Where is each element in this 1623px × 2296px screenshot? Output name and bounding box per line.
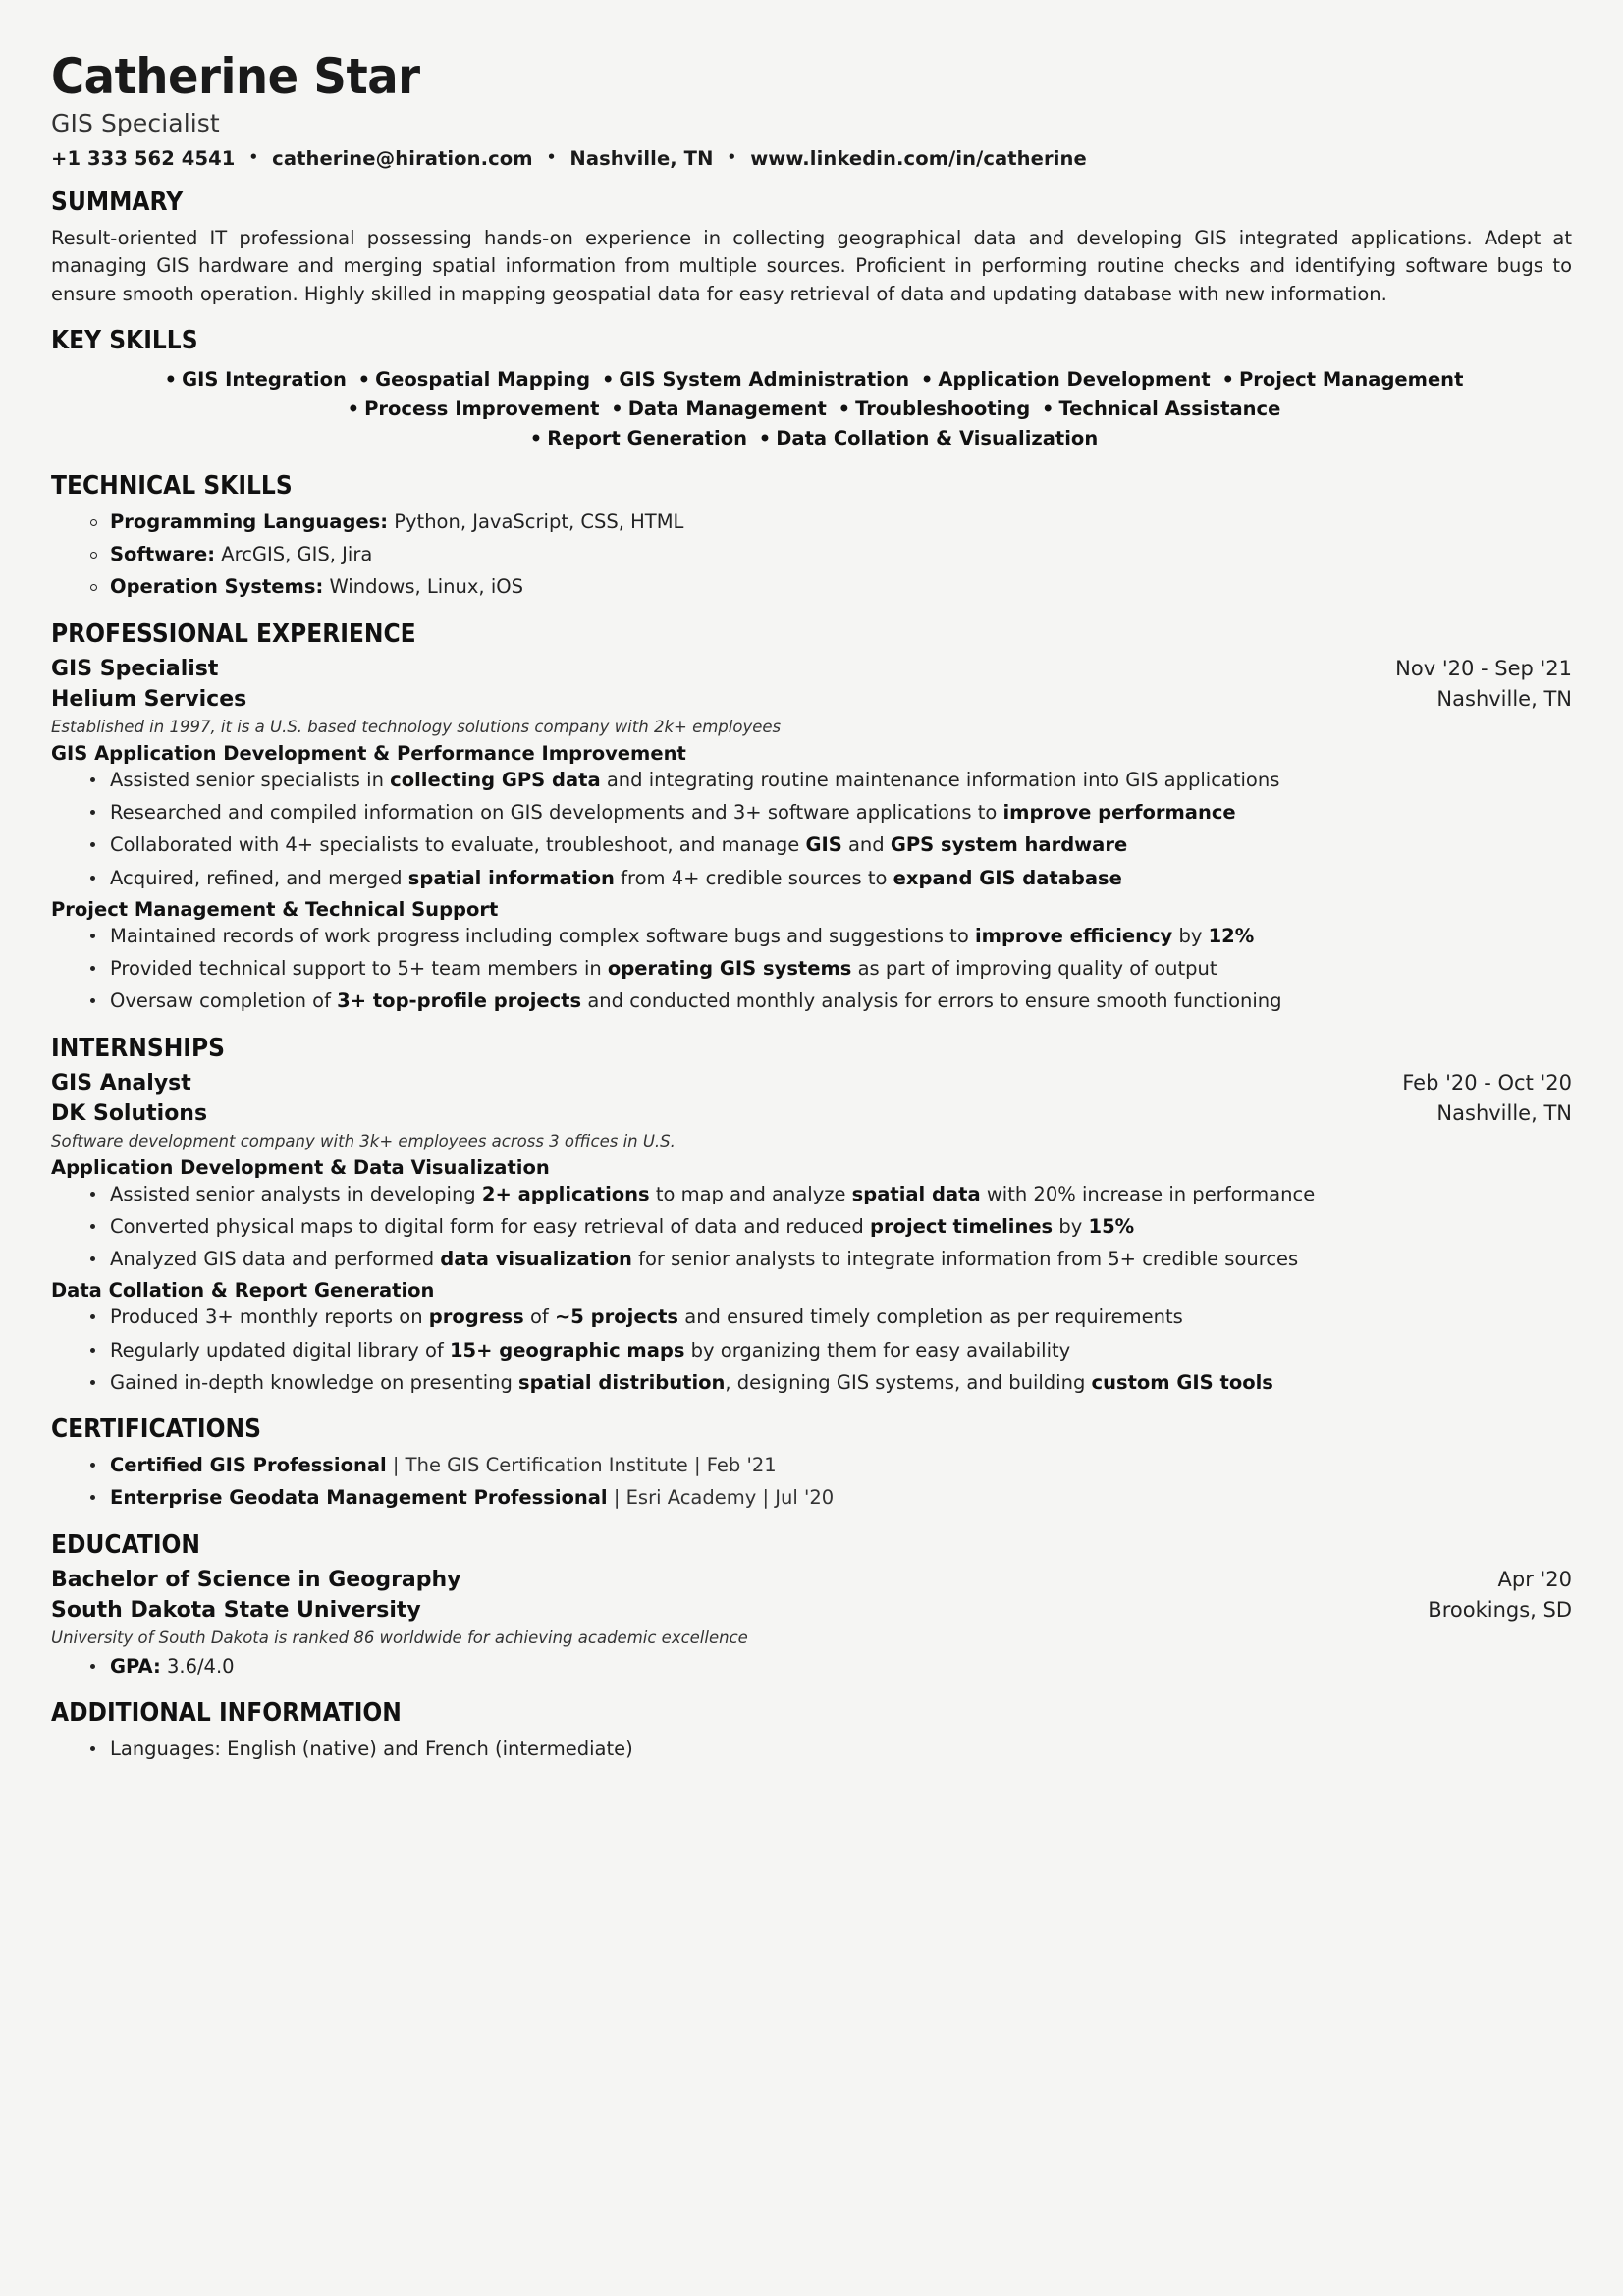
key-skill-item: Technical Assistance [1058, 398, 1281, 421]
bullet-highlight: operating GIS systems [607, 957, 852, 981]
experience-company-row [51, 1101, 1572, 1126]
experience-company: DK Solutions [51, 1100, 208, 1126]
experience-bullet [84, 988, 1572, 1015]
experience-bullet [84, 767, 1572, 794]
education-details-list [51, 1653, 1572, 1681]
bullet-highlight: 15+ geographic maps [449, 1338, 685, 1362]
key-skill-item: Application Development [938, 368, 1211, 392]
key-skill-bullet-icon: • [758, 427, 772, 451]
bullet-text: Analyzed GIS data and performed [110, 1248, 441, 1271]
contact-separator-icon: • [248, 147, 259, 166]
technical-skill-label: Programming Languages: [110, 509, 389, 533]
experience-entry [51, 657, 1572, 1016]
bullet-text: Researched and compiled information on GIS developments and 3+ software applications to [110, 801, 1003, 825]
resume-sheet [51, 48, 1572, 1763]
education-degree: Bachelor of Science in Geography [51, 1567, 461, 1592]
bullet-highlight: 3+ top-profile projects [337, 989, 582, 1013]
experience-bullet [84, 865, 1572, 892]
bullet-text: with 20% increase in performance [980, 1182, 1316, 1205]
bullet-text: Maintained records of work progress including complex software bugs and suggestions to [110, 924, 975, 947]
experience-bullet-list [51, 923, 1572, 1016]
experience-dates: Feb '20 - Oct '20 [1402, 1070, 1572, 1095]
certification-item [84, 1484, 1572, 1512]
bullet-highlight: improve performance [1002, 801, 1236, 825]
technical-skill-value: Python, JavaScript, CSS, HTML [388, 509, 684, 533]
bullet-text: of [523, 1306, 555, 1329]
bullet-text: by [1053, 1214, 1089, 1238]
internships-list [51, 1071, 1572, 1398]
experience-bullet [84, 955, 1572, 983]
experience-bullet-list [51, 767, 1572, 892]
bullet-highlight: GPS system hardware [890, 833, 1128, 857]
experience-job-title: GIS Analyst [51, 1070, 191, 1095]
contact-email[interactable]: catherine@hiration.com [272, 146, 533, 170]
section-heading-key-skills: KEY SKILLS [51, 326, 198, 356]
technical-skill-label: Software: [110, 543, 216, 566]
bullet-text: Collaborated with 4+ specialists to evaluate, troubleshoot, and manage [110, 833, 806, 857]
contact-separator-icon: • [546, 147, 557, 166]
experience-location: Nashville, TN [1436, 1100, 1572, 1125]
experience-dates: Nov '20 - Sep '21 [1395, 656, 1572, 680]
experience-subheading: GIS Application Development & Performance Improvement [51, 741, 686, 765]
bullet-text: by [1172, 924, 1209, 947]
key-skill-item: Geospatial Mapping [375, 368, 591, 392]
experience-bullet-list [51, 1181, 1572, 1274]
additional-information-item: Languages: English (native) and French (intermediate) [84, 1735, 1572, 1763]
key-skill-bullet-icon: • [1221, 368, 1234, 392]
experience-company-row [51, 687, 1572, 712]
section-heading-summary: SUMMARY [51, 187, 184, 217]
bullet-text: from 4+ credible sources to [614, 866, 893, 889]
experience-bullet [84, 923, 1572, 950]
bullet-text: Assisted senior analysts in developing [110, 1182, 482, 1205]
section-heading-additional-information: ADDITIONAL INFORMATION [51, 1698, 402, 1728]
bullet-text: and integrating routine maintenance information into GIS applications [600, 768, 1280, 791]
bullet-text: for senior analysts to integrate information from 5+ credible sources [631, 1248, 1299, 1271]
candidate-name: Catherine Star [51, 48, 420, 105]
key-skill-bullet-icon: • [601, 368, 615, 392]
bullet-highlight: project timelines [869, 1214, 1054, 1238]
experience-subheading: Project Management & Technical Support [51, 897, 499, 921]
bullet-text: to map and analyze [649, 1182, 852, 1205]
professional-experience-list [51, 657, 1572, 1016]
key-skill-bullet-icon: • [920, 368, 934, 392]
experience-subheading: Application Development & Data Visualization [51, 1155, 550, 1179]
education-row-school [51, 1598, 1572, 1623]
bullet-text: Oversaw completion of [110, 989, 338, 1013]
section-heading-professional-experience: PROFESSIONAL EXPERIENCE [51, 618, 416, 649]
key-skill-item: GIS System Administration [619, 368, 910, 392]
technical-skill-value: ArcGIS, GIS, Jira [215, 543, 373, 566]
key-skill-bullet-icon: • [611, 398, 623, 421]
experience-bullet-list [51, 1304, 1572, 1397]
technical-skill-item [84, 573, 1572, 601]
candidate-role: GIS Specialist [51, 108, 220, 137]
key-skill-item: Process Improvement [364, 398, 600, 421]
experience-bullet [84, 799, 1572, 827]
experience-bullet [84, 1337, 1572, 1364]
bullet-text: as part of improving quality of output [851, 957, 1217, 981]
bullet-highlight: custom GIS tools [1091, 1370, 1273, 1394]
bullet-highlight: 12% [1208, 924, 1255, 947]
education-school: South Dakota State University [51, 1597, 421, 1623]
experience-bullet [84, 1213, 1572, 1241]
experience-location: Nashville, TN [1436, 686, 1572, 711]
experience-bullet [84, 1181, 1572, 1208]
key-skill-bullet-icon: • [1041, 398, 1055, 421]
experience-bullet [84, 1246, 1572, 1273]
bullet-highlight: data visualization [440, 1248, 632, 1271]
technical-skill-value: Windows, Linux, iOS [323, 575, 523, 599]
bullet-highlight: progress [428, 1306, 524, 1329]
education-gpa-value: 3.6/4.0 [166, 1654, 235, 1678]
section-heading-certifications: CERTIFICATIONS [51, 1415, 261, 1445]
certifications-list [51, 1452, 1572, 1513]
bullet-text: Converted physical maps to digital form for easy retrieval of data and reduced [110, 1214, 870, 1238]
bullet-highlight: 15% [1088, 1214, 1135, 1238]
experience-bullet [84, 1369, 1572, 1397]
certification-name: Enterprise Geodata Management Professional [110, 1486, 608, 1510]
key-skill-item: Report Generation [547, 427, 747, 451]
bullet-text: Acquired, refined, and merged [110, 866, 408, 889]
contact-linkedin[interactable]: www.linkedin.com/in/catherine [750, 146, 1087, 170]
section-heading-technical-skills: TECHNICAL SKILLS [51, 470, 293, 501]
experience-subheading: Data Collation & Report Generation [51, 1279, 435, 1303]
bullet-text: and ensured timely completion as per requirements [678, 1306, 1183, 1329]
summary-text: Result-oriented IT professional possessing hands-on experience in collecting geographical data and developing GIS integrated applications. Adept at managing GIS hardware and merging spatial information from multiple sources. Proficient in performing routine checks and identifying software bugs to ensure smooth operation. Highly skilled in mapping geospatial data for easy retrieval of data and updating database with new information. [51, 226, 1572, 305]
key-skill-bullet-icon: • [347, 398, 360, 421]
bullet-text: Gained in-depth knowledge on presenting [110, 1370, 519, 1394]
education-row-degree [51, 1568, 1572, 1592]
contact-phone: +1 333 562 4541 [51, 146, 236, 170]
key-skills-row [98, 424, 1525, 454]
technical-skills-list [51, 508, 1572, 602]
key-skill-item: Project Management [1238, 368, 1464, 392]
bullet-highlight: improve efficiency [974, 924, 1173, 947]
key-skill-bullet-icon: • [164, 368, 178, 392]
contact-line [51, 147, 1572, 170]
education-gpa [84, 1653, 1572, 1681]
certification-item [84, 1452, 1572, 1479]
bullet-text: Produced 3+ monthly reports on [110, 1306, 429, 1329]
key-skill-item: Data Management [627, 398, 827, 421]
key-skill-item: Data Collation & Visualization [776, 427, 1099, 451]
education-location: Brookings, SD [1428, 1597, 1572, 1622]
certification-details: | Esri Academy | Jul '20 [607, 1486, 835, 1510]
technical-skill-item [84, 508, 1572, 536]
bullet-highlight: spatial distribution [518, 1370, 726, 1394]
bullet-highlight: collecting GPS data [390, 768, 601, 791]
bullet-highlight: 2+ applications [481, 1182, 650, 1205]
contact-location: Nashville, TN [569, 146, 714, 170]
bullet-text: and [841, 833, 891, 857]
bullet-text: Assisted senior specialists in [110, 768, 391, 791]
experience-bullet [84, 1304, 1572, 1331]
key-skills-list [51, 363, 1572, 453]
key-skill-bullet-icon: • [838, 398, 851, 421]
bullet-highlight: spatial information [407, 866, 615, 889]
key-skill-bullet-icon: • [529, 427, 543, 451]
bullet-text: by organizing them for easy availability [684, 1338, 1071, 1362]
experience-bullet [84, 831, 1572, 859]
education-gpa-label: GPA: [110, 1654, 161, 1678]
experience-job-title: GIS Specialist [51, 656, 219, 681]
bullet-highlight: ~5 projects [554, 1306, 679, 1329]
technical-skill-label: Operation Systems: [110, 575, 324, 599]
experience-company-description: Software development company with 3k+ employees across 3 offices in U.S. [51, 1131, 676, 1150]
education-date: Apr '20 [1497, 1567, 1572, 1591]
education-description: University of South Dakota is ranked 86 worldwide for achieving academic excellence [51, 1628, 748, 1647]
section-heading-education: EDUCATION [51, 1529, 201, 1560]
experience-title-row [51, 657, 1572, 681]
bullet-highlight: GIS [805, 833, 842, 857]
bullet-highlight: spatial data [851, 1182, 981, 1205]
key-skills-row [98, 365, 1525, 395]
key-skill-bullet-icon: • [357, 368, 371, 392]
key-skills-row [98, 395, 1525, 424]
experience-entry [51, 1071, 1572, 1398]
key-skill-item: GIS Integration [182, 368, 347, 392]
bullet-text: , designing GIS systems, and building [725, 1370, 1092, 1394]
experience-company: Helium Services [51, 686, 247, 712]
contact-separator-icon: • [727, 147, 737, 166]
resume-header [51, 48, 1572, 170]
certification-name: Certified GIS Professional [110, 1454, 387, 1477]
bullet-text: Provided technical support to 5+ team members in [110, 957, 608, 981]
bullet-text: Regularly updated digital library of [110, 1338, 450, 1362]
experience-company-description: Established in 1997, it is a U.S. based technology solutions company with 2k+ employees [51, 717, 782, 736]
technical-skill-item [84, 541, 1572, 568]
key-skill-item: Troubleshooting [855, 398, 1031, 421]
section-heading-internships: INTERNSHIPS [51, 1033, 225, 1063]
additional-information-list [51, 1735, 1572, 1763]
bullet-text: and conducted monthly analysis for errors to ensure smooth functioning [581, 989, 1282, 1013]
certification-details: | The GIS Certification Institute | Feb '21 [386, 1454, 777, 1477]
experience-title-row [51, 1071, 1572, 1095]
bullet-highlight: expand GIS database [893, 866, 1122, 889]
